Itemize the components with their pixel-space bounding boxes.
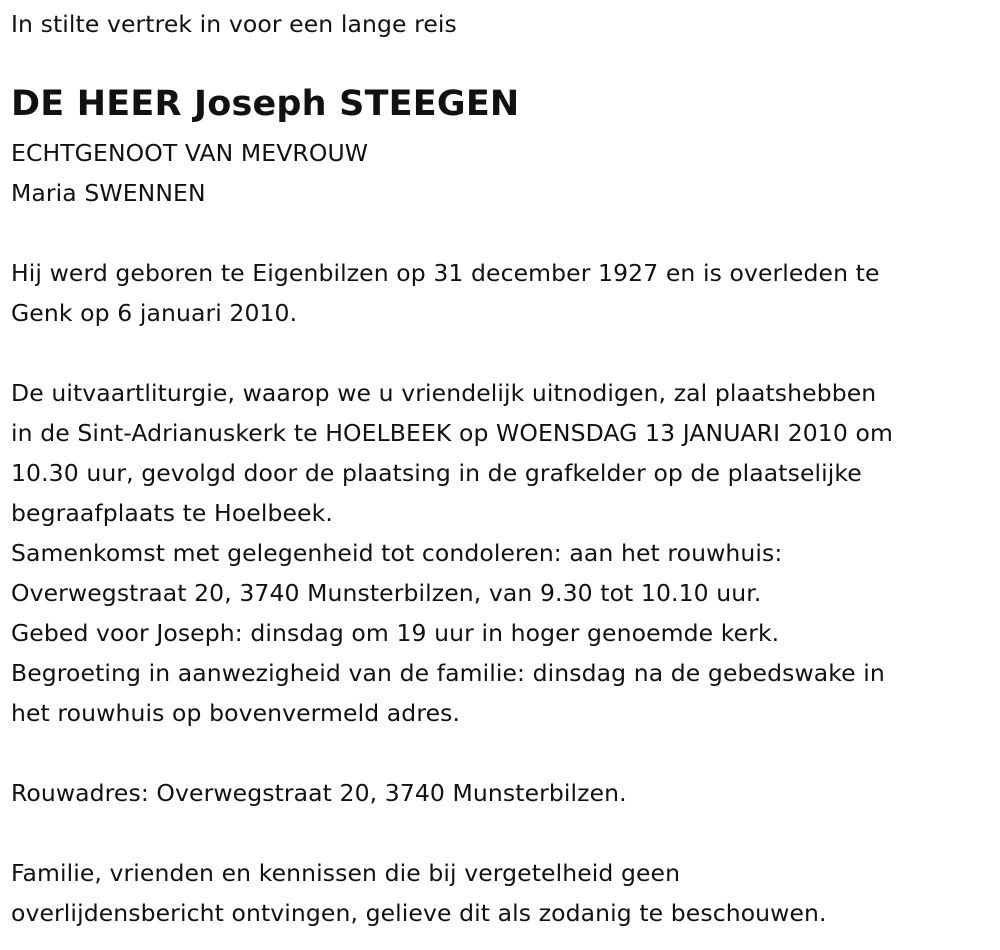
deceased-name: DE HEER Joseph STEEGEN xyxy=(11,84,520,124)
intro-line: In stilte vertrek in voor een lange reis xyxy=(11,10,457,38)
relation-line: ECHTGENOOT VAN MEVROUW xyxy=(11,139,369,167)
mourning-address: Rouwadres: Overwegstraat 20, 3740 Munsterbilzen. xyxy=(11,779,627,807)
ceremony-line: Samenkomst met gelegenheid tot condoleren: aan het rouwhuis: xyxy=(11,539,783,567)
birth-death-line: Hij werd geboren te Eigenbilzen op 31 december 1927 en is overleden te xyxy=(11,259,880,287)
ceremony-line: 10.30 uur, gevolgd door de plaatsing in de grafkelder op de plaatselijke xyxy=(11,459,862,487)
ceremony-line: Begroeting in aanwezigheid van de familie: dinsdag na de gebedswake in xyxy=(11,659,885,687)
ceremony-line: De uitvaartliturgie, waarop we u vriendelijk uitnodigen, zal plaatshebben xyxy=(11,379,877,407)
ceremony-line: het rouwhuis op bovenvermeld adres. xyxy=(11,699,461,727)
ceremony-line: Gebed voor Joseph: dinsdag om 19 uur in hoger genoemde kerk. xyxy=(11,619,780,647)
spouse-name: Maria SWENNEN xyxy=(11,179,206,207)
ceremony-line: Overwegstraat 20, 3740 Munsterbilzen, van 9.30 tot 10.10 uur. xyxy=(11,579,762,607)
birth-death-line: Genk op 6 januari 2010. xyxy=(11,299,298,327)
closing-line: overlijdensbericht ontvingen, gelieve dit als zodanig te beschouwen. xyxy=(11,899,827,927)
ceremony-line: begraafplaats te Hoelbeek. xyxy=(11,499,333,527)
ceremony-line: in de Sint-Adrianuskerk te HOELBEEK op WOENSDAG 13 JANUARI 2010 om xyxy=(11,419,893,447)
closing-line: Familie, vrienden en kennissen die bij vergetelheid geen xyxy=(11,859,681,887)
